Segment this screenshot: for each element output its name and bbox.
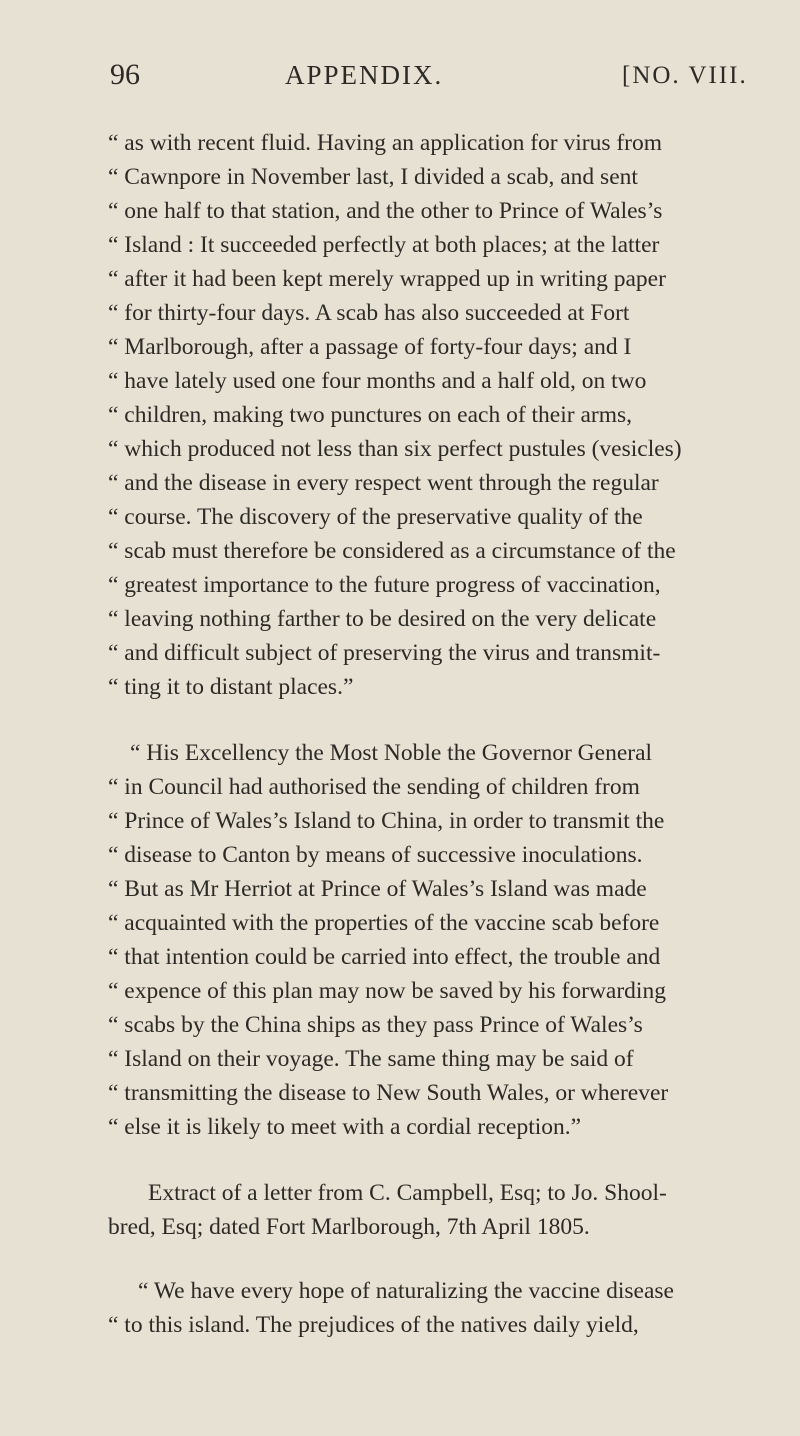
text-line: “ transmitting the disease to New South Wales, or wherever	[108, 1080, 669, 1106]
text-line: “ which produced not less than six perfect pustules (vesicles)	[108, 436, 682, 462]
text-line: “ one half to that station, and the other to Prince of Wales’s	[108, 198, 663, 224]
text-line: bred, Esq; dated Fort Marlborough, 7th April 1805.	[108, 1214, 590, 1240]
text-line: “ acquainted with the properties of the vaccine scab before	[108, 910, 660, 936]
section-number: [NO. VIII.	[622, 62, 748, 89]
text-line: “ But as Mr Herriot at Prince of Wales’s Island was made	[108, 876, 647, 902]
page-number: 96	[110, 58, 140, 91]
running-head: APPENDIX.	[285, 60, 444, 90]
text-line: “ Cawnpore in November last, I divided a scab, and sent	[108, 164, 638, 190]
text-line: “ scab must therefore be considered as a circumstance of the	[108, 538, 676, 564]
text-line: “ and difficult subject of preserving the virus and transmit-	[108, 640, 661, 666]
text-line: “ His Excellency the Most Noble the Governor General	[130, 740, 653, 766]
text-line: “ scabs by the China ships as they pass Prince of Wales’s	[108, 1012, 643, 1038]
text-line: “ for thirty-four days. A scab has also succeeded at Fort	[108, 300, 630, 326]
text-line: “ greatest importance to the future progress of vaccination,	[108, 572, 661, 598]
text-line: “ in Council had authorised the sending of children from	[108, 774, 640, 800]
text-line: “ We have every hope of naturalizing the vaccine disease	[138, 1278, 674, 1304]
text-line: “ Island on their voyage. The same thing may be said of	[108, 1046, 634, 1072]
text-line: “ Marlborough, after a passage of forty-four days; and I	[108, 334, 632, 360]
text-line: Extract of a letter from C. Campbell, Esq; to Jo. Shool-	[148, 1180, 667, 1206]
text-line: “ after it had been kept merely wrapped up in writing paper	[108, 266, 666, 292]
text-line: “ Island : It succeeded perfectly at both places; at the latter	[108, 232, 660, 258]
text-line: “ to this island. The prejudices of the natives daily yield,	[108, 1312, 639, 1338]
text-line: “ as with recent fluid. Having an application for virus from	[108, 130, 663, 156]
text-line: “ children, making two punctures on each of their arms,	[108, 402, 633, 428]
text-line: “ leaving nothing farther to be desired on the very delicate	[108, 606, 657, 632]
text-line: “ Prince of Wales’s Island to China, in order to transmit the	[108, 808, 665, 834]
text-line: “ have lately used one four months and a half old, on two	[108, 368, 647, 394]
text-line: “ disease to Canton by means of successive inoculations.	[108, 842, 643, 868]
page-header	[110, 58, 790, 98]
text-line: “ ting it to distant places.”	[108, 674, 354, 700]
text-line: “ and the disease in every respect went through the regular	[108, 470, 659, 496]
text-line: “ course. The discovery of the preservative quality of the	[108, 504, 643, 530]
text-line: “ expence of this plan may now be saved by his forwarding	[108, 978, 666, 1004]
text-line: “ else it is likely to meet with a cordial reception.”	[108, 1114, 582, 1140]
text-line: “ that intention could be carried into effect, the trouble and	[108, 944, 661, 970]
